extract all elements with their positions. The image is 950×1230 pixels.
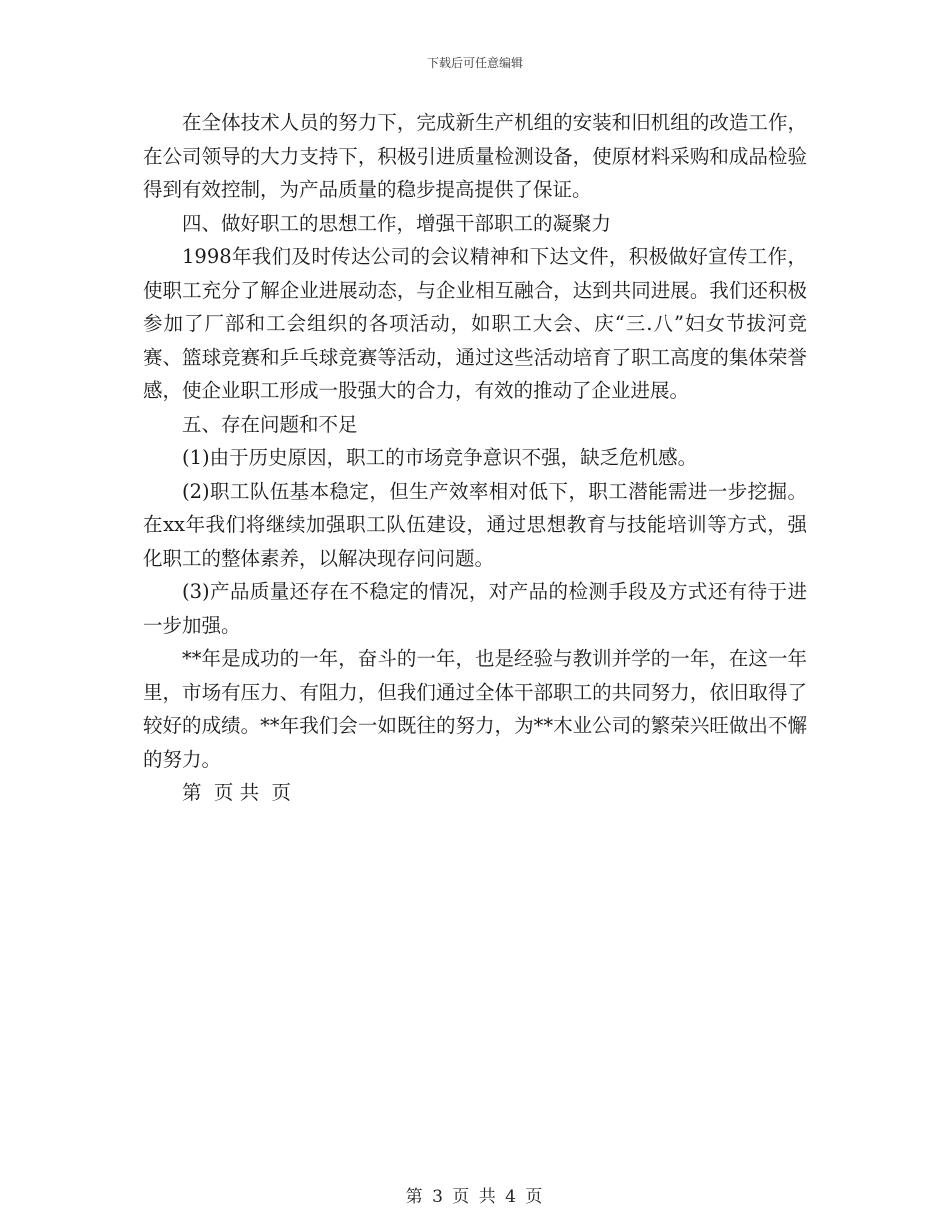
issue-item-1: (1)由于历史原因，职工的市场竞争意识不强，缺乏危机感。: [182, 446, 698, 469]
section-heading-four: 四、做好职工的思想工作，增强干部职工的凝聚力: [182, 211, 612, 235]
issue-item-3: (3)产品质量还存在不稳定的情况，对产品的检测手段及方式还有待于进一步加强。: [143, 580, 807, 637]
paragraph-conclusion: **年是成功的一年，奋斗的一年，也是经验与教训并学的一年，在这一年里，市场有压力、有阻力，但我们通过全体干部职工的共同努力，依旧取得了较好的成绩。**年我们会一如既往的努力，为**木业公司的繁荣兴旺做出不懈的努力。: [143, 647, 807, 771]
inline-page-placeholder: 第 页 共 页: [182, 781, 291, 804]
section-heading-five: 五、存在问题和不足: [182, 412, 358, 436]
document-body: [143, 106, 807, 810]
page-header: 下载后可任意编辑: [426, 56, 523, 70]
page-footer: 第 3 页 共 4 页: [405, 1187, 545, 1207]
issue-item-2: (2)职工队伍基本稳定，但生产效率相对低下，职工潜能需进一步挖掘。在xx年我们将继续加强职工队伍建设，通过思想教育与技能培训等方式，强化职工的整体素养，以解决现存问问题。: [143, 479, 807, 570]
paragraph-tech-staff: 在全体技术人员的努力下，完成新生产机组的安装和旧机组的改造工作，在公司领导的大力支持下，积极引进质量检测设备，使原材料采购和成品检验得到有效控制，为产品质量的稳步提高提供了保证。: [143, 111, 807, 201]
paragraph-1998: 1998年我们及时传达公司的会议精神和下达文件，积极做好宣传工作，使职工充分了解企业进展动态，与企业相互融合，达到共同进展。我们还积极参加了厂部和工会组织的各项活动，如职工大会、庆“三.八”妇女节拔河竞赛、篮球竞赛和乒乓球竞赛等活动，通过这些活动培育了职工高度的集体荣誉感，使企业职工形成一股强大的合力，有效的推动了企业进展。: [143, 245, 807, 402]
